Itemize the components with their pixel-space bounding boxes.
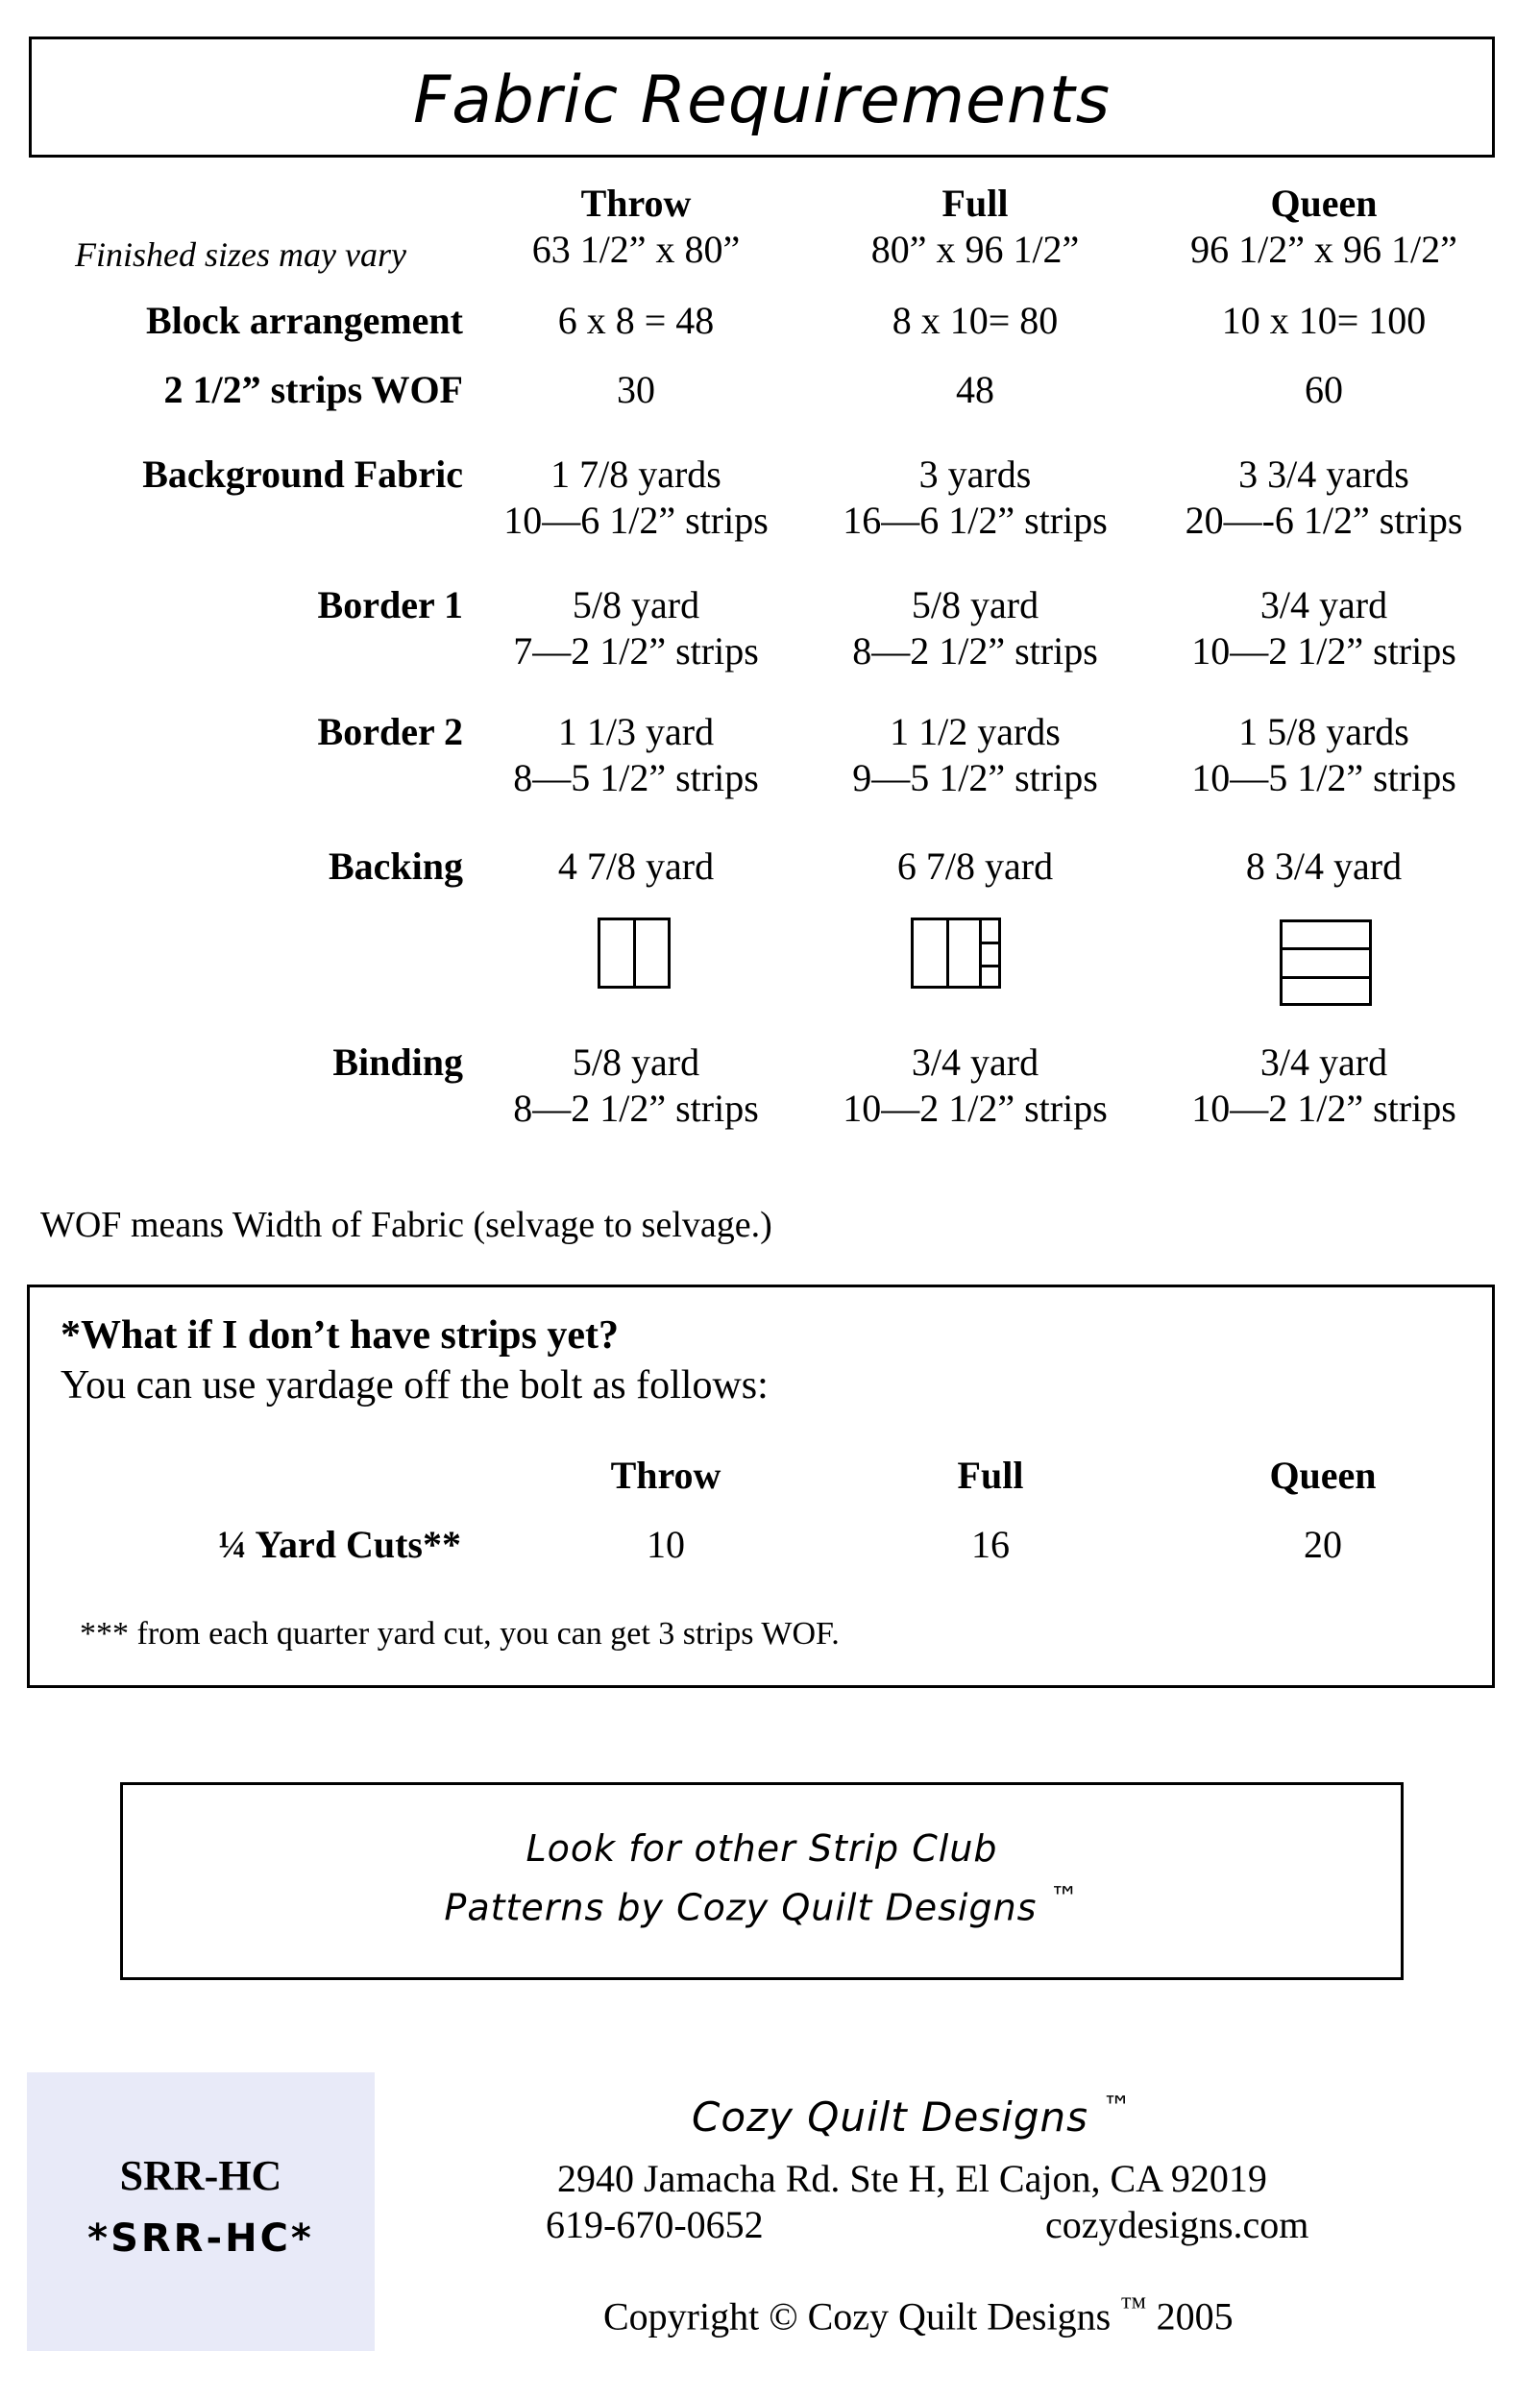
strips-footnote: *** from each quarter yard cut, you can get 3 strips WOF. <box>80 1616 840 1652</box>
cell: 6 x 8 = 48 <box>557 299 715 342</box>
row-label-binding: Binding <box>332 1040 463 1084</box>
strips-row-label: ¼ Yard Cuts** <box>218 1523 461 1566</box>
cell: 60 <box>1305 368 1343 411</box>
row-label-border-1: Border 1 <box>317 583 463 626</box>
backing-diagram-full <box>911 918 1001 989</box>
cell: 1 1/3 yard <box>557 710 715 753</box>
row-label-background-fabric: Background Fabric <box>142 453 463 496</box>
strips-value-queen: 20 <box>1304 1523 1342 1566</box>
strips-header-throw: Throw <box>610 1454 721 1497</box>
cell: 10—6 1/2” strips <box>503 499 769 542</box>
cell: 16—6 1/2” strips <box>843 499 1108 542</box>
cell: 8—2 1/2” strips <box>852 629 1098 673</box>
column-header-throw: Throw <box>580 182 692 225</box>
column-header-full: Full <box>941 182 1009 225</box>
backing-diagram-throw <box>598 918 671 989</box>
cell: 5/8 yard <box>572 1040 700 1084</box>
cell: 10—2 1/2” strips <box>1191 629 1456 673</box>
copyright-prefix: Copyright © Cozy Quilt Designs <box>603 2294 1112 2338</box>
cell: 8 3/4 yard <box>1245 845 1403 888</box>
backing-diagram-queen <box>1280 919 1372 1006</box>
cell: 30 <box>617 368 655 411</box>
cell: 8 x 10= 80 <box>892 299 1059 342</box>
footer-website[interactable]: cozydesigns.com <box>1045 2203 1309 2246</box>
cell: 5/8 yard <box>572 583 700 626</box>
cell: 10 x 10= 100 <box>1221 299 1427 342</box>
cell: 3 yards <box>918 453 1032 496</box>
strips-value-throw: 10 <box>647 1523 685 1566</box>
copyright-year: 2005 <box>1156 2294 1234 2338</box>
sku-barcode-text: *SRR-HC* <box>87 2216 314 2261</box>
cell: 6 7/8 yard <box>896 845 1054 888</box>
cell: 10—5 1/2” strips <box>1191 756 1456 799</box>
cell: 10—2 1/2” strips <box>1191 1087 1456 1130</box>
promo-box <box>120 1782 1404 1980</box>
trademark-symbol: ™ <box>1102 2091 1133 2124</box>
cell: 8—2 1/2” strips <box>513 1087 759 1130</box>
cell: 4 7/8 yard <box>557 845 715 888</box>
strips-box-subheading: You can use yardage off the bolt as follows: <box>61 1363 769 1408</box>
cell: 1 1/2 yards <box>890 710 1061 753</box>
wof-note: WOF means Width of Fabric (selvage to selvage.) <box>40 1205 772 1245</box>
sizes-label: Finished sizes may vary <box>75 235 406 274</box>
promo-line-2 <box>123 1881 1401 1929</box>
strips-box <box>27 1285 1495 1688</box>
size-throw: 63 1/2” x 80” <box>531 228 741 271</box>
trademark-symbol: ™ <box>1120 2292 1147 2322</box>
strips-box-heading: *What if I don’t have strips yet? <box>61 1313 620 1358</box>
strips-header-full: Full <box>957 1454 1024 1497</box>
cell: 9—5 1/2” strips <box>852 756 1098 799</box>
strips-header-queen: Queen <box>1269 1454 1377 1497</box>
cell: 7—2 1/2” strips <box>513 629 759 673</box>
trademark-symbol: ™ <box>1049 1881 1080 1915</box>
cell: 1 5/8 yards <box>1238 710 1409 753</box>
footer-company-name: Cozy Quilt Designs <box>692 2093 1089 2141</box>
cell: 48 <box>956 368 994 411</box>
sku-block <box>27 2072 375 2351</box>
sku-code: SRR-HC <box>119 2152 282 2199</box>
cell: 20—-6 1/2” strips <box>1185 499 1463 542</box>
size-queen: 96 1/2” x 96 1/2” <box>1190 228 1457 271</box>
footer-address: 2940 Jamacha Rd. Ste H, El Cajon, CA 92019 <box>557 2157 1267 2200</box>
row-label-block-arrangement: Block arrangement <box>146 299 463 342</box>
size-full: 80” x 96 1/2” <box>870 228 1080 271</box>
row-label-border-2: Border 2 <box>317 710 463 753</box>
row-label-backing: Backing <box>328 845 463 888</box>
cell: 1 7/8 yards <box>550 453 721 496</box>
cell: 3/4 yard <box>1259 583 1388 626</box>
footer-company <box>692 2091 1132 2141</box>
cell: 3/4 yard <box>1259 1040 1388 1084</box>
title-box <box>29 37 1495 158</box>
cell: 10—2 1/2” strips <box>843 1087 1108 1130</box>
page-title: Fabric Requirements <box>412 62 1112 138</box>
footer-copyright <box>603 2292 1234 2338</box>
column-header-queen: Queen <box>1270 182 1378 225</box>
footer-phone: 619-670-0652 <box>546 2203 764 2246</box>
cell: 3/4 yard <box>911 1040 1039 1084</box>
row-label-strips-wof: 2 1/2” strips WOF <box>163 368 463 411</box>
cell: 5/8 yard <box>911 583 1039 626</box>
cell: 8—5 1/2” strips <box>513 756 759 799</box>
promo-line-2-text: Patterns by Cozy Quilt Designs <box>444 1886 1038 1929</box>
promo-line-1: Look for other Strip Club <box>526 1827 998 1870</box>
strips-value-full: 16 <box>971 1523 1010 1566</box>
cell: 3 3/4 yards <box>1238 453 1409 496</box>
